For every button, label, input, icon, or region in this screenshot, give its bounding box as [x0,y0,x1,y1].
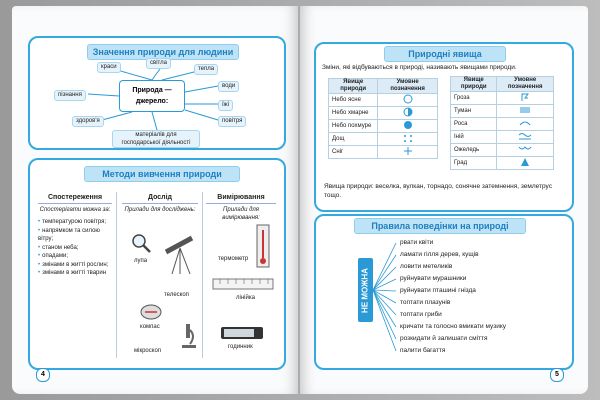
table-cell: Дощ [329,133,378,146]
rule-item: ламати гілля дерев, кущів [400,251,479,258]
rule-item: руйнувати пташині гнізда [400,287,476,294]
bubble-beauty: краси [97,62,121,73]
table-cell: Іній [451,131,497,144]
rule-item: розкидати й залишати сміття [400,335,488,342]
magnifier-icon [130,232,152,254]
rule-item: руйнувати мурашники [400,275,467,282]
table-cell: Небо похмуре [329,120,378,133]
bubble-water: води [218,81,239,92]
rules-title: Правила поведінки на природі [354,218,526,234]
phenomena-intro: Зміни, які відбуваються в природі, називають явищами природи. [322,64,517,71]
experiment-column [122,194,198,214]
center-line-2: джерело: [135,98,169,105]
bubble-food: їжі [218,100,233,111]
importance-title: Значення природи для людини [87,44,239,60]
rule-item: кричати та голосно вмикати музику [400,323,507,330]
left-page [12,6,298,394]
page-number-left: 4 [36,368,50,382]
table-cell: Сніг [329,146,378,159]
list-item: • температурою повітря; [38,218,112,227]
tool-label-compass: компас [140,324,160,330]
observation-subtitle: Спостерігати можна за: [39,207,111,213]
page-number-right: 5 [550,368,564,382]
tool-label-magnifier: лупа [134,258,148,264]
table-cell: Роса [451,118,497,131]
rule-item: ловити метеликів [400,263,453,270]
thermometer-icon [256,224,270,268]
tool-label-microscope: мікроскоп [134,348,162,354]
list-item: • опадами; [38,252,112,261]
measurement-column [206,194,276,222]
bubble-health: здоров'я [72,116,104,127]
table-cell: Гроза [451,92,497,105]
experiment-subtitle: Прилади для досліджень: [124,207,196,213]
not-allowed-text: НЕ МОЖНА [360,268,370,313]
bubble-light: світла [146,58,171,69]
nature-source-center [119,80,185,112]
tool-label-clock: годинник [228,344,253,350]
observation-list [38,218,112,278]
methods-title: Методи вивчення природи [84,166,240,182]
bubble-knowledge: пізнання [54,90,86,101]
observation-column [38,194,112,278]
right-page [300,6,588,394]
measurement-title: Вимірювання [206,194,276,204]
measurement-subtitle: Прилади для вимірювання: [222,207,260,221]
column-divider [116,192,117,358]
microscope-icon [180,322,198,350]
table-header: Умовне позначення [497,77,554,92]
bubble-materials: матеріалів для господарської діяльності [112,130,200,148]
rule-item: топтати плазунів [400,299,451,306]
clock-icon [220,326,264,340]
tool-label-ruler: лінійка [236,295,255,301]
phenomena-title: Природні явища [384,46,506,62]
rule-item: палити багаття [400,347,446,354]
compass-icon [140,304,162,320]
table-header: Умовне позначення [378,79,438,94]
observation-title: Спостереження [38,194,112,204]
table-cell: Небо хмарне [329,107,378,120]
table-cell: Туман [451,105,497,118]
tool-label-thermometer: термометр [218,256,249,262]
telescope-icon [162,232,198,276]
table-cell: Град [451,157,497,170]
phenomena-footer: Явища природи: веселка, вулкан, торнадо, сонячне затемнення, землетрус тощо. [324,183,552,199]
rule-item: топтати гриби [400,311,442,318]
list-item: • напрямком та силою вітру; [38,227,112,244]
bubble-warmth: тепла [194,64,218,75]
table-header: Явище природи [329,79,378,94]
experiment-title: Дослід [122,194,198,204]
ruler-icon [212,278,274,292]
center-line-1: Природа — [132,87,172,94]
table-cell: Ожеледь [451,144,497,157]
list-item: • змінами в житті тварин [38,269,112,278]
table-cell: Небо ясне [329,94,378,107]
list-item: • станом неба; [38,244,112,253]
tool-label-telescope: телескоп [164,292,189,298]
bubble-air: повітря [218,116,246,127]
column-divider [202,192,203,358]
rule-item: рвати квіти [400,239,434,246]
list-item: • змінами в житті рослин; [38,261,112,270]
table-header: Явище природи [451,77,497,92]
